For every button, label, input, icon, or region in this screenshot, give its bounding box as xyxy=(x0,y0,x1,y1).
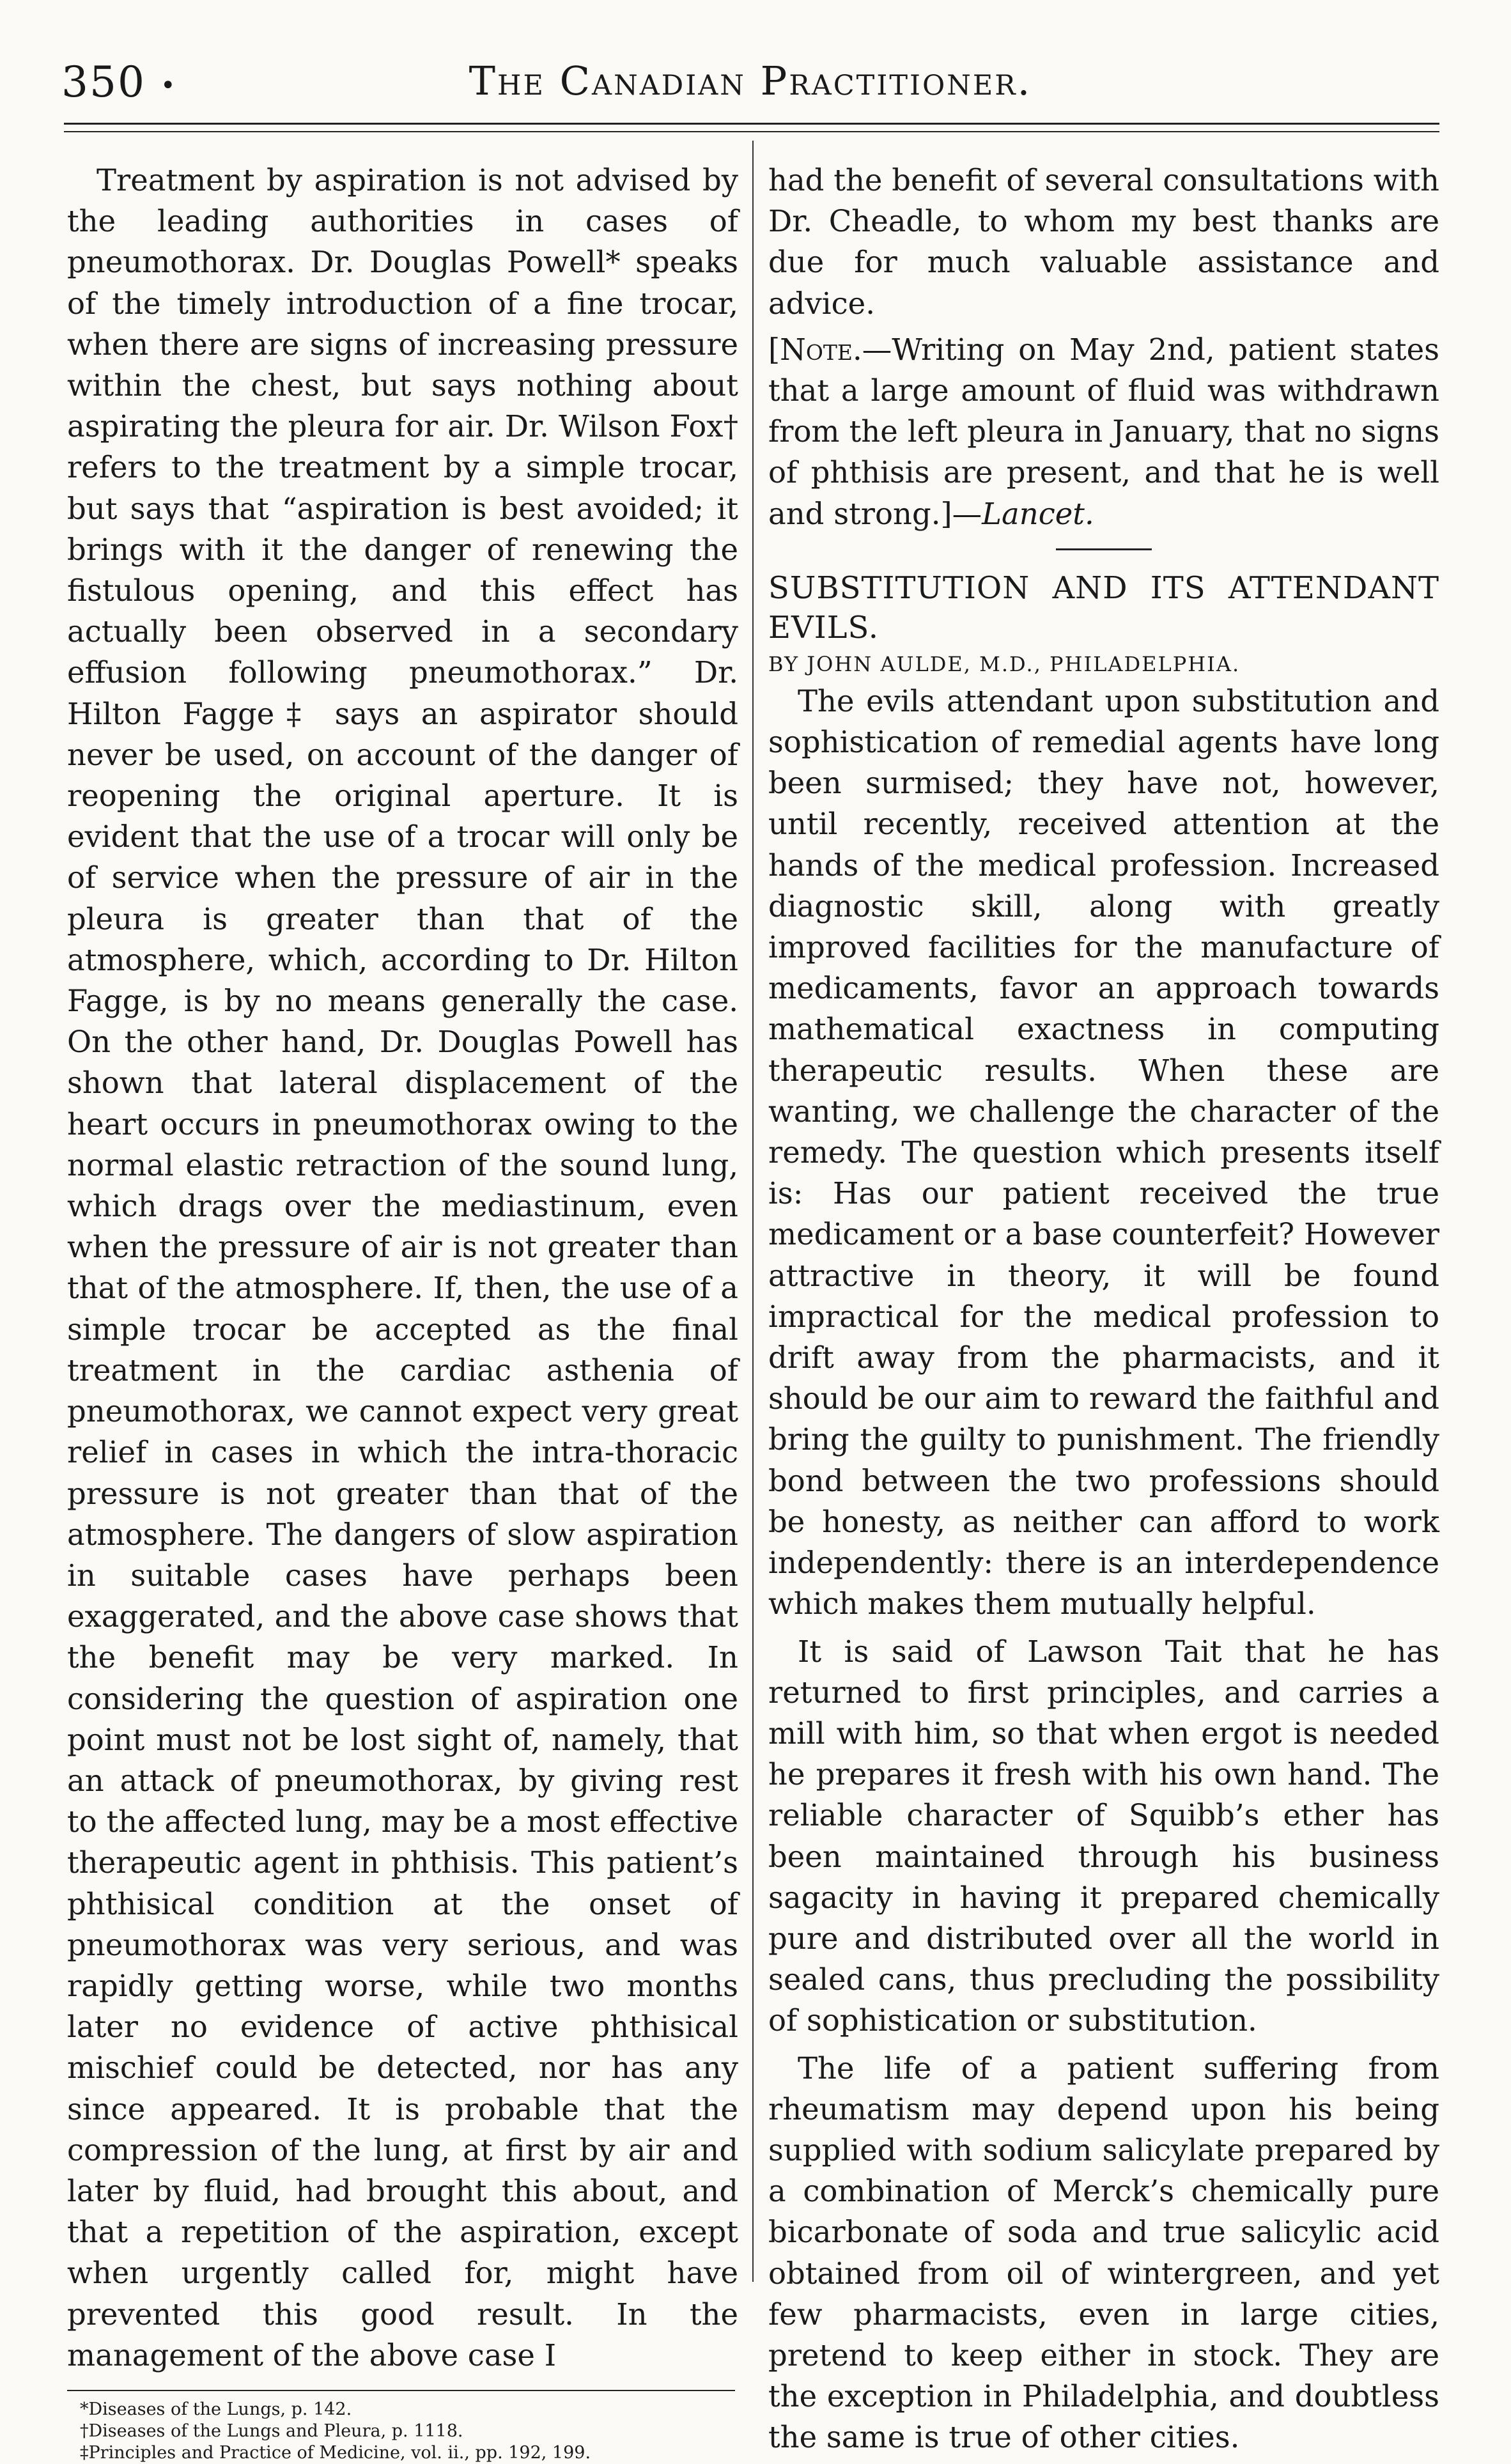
editor-note xyxy=(768,329,1439,534)
left-paragraph-1: Treatment by aspiration is not advised by the leading authorities in cases of pneumothorax. Dr. Douglas Powell* speaks of the timely introduction of a fine trocar, when there are signs of increasing pressure within the chest, but says nothing about aspirating the pleura for air. Dr. Wilson Fox† refers to the treatment by a simple trocar, but says that “aspiration is best avoided; it brings with it the danger of renewing the fistulous opening, and this effect has actually been observed in a secondary effusion following pneumothorax.” Dr. Hilton Fagge‡ says an aspirator should never be used, on account of the danger of reopening the original aperture. It is evident that the use of a trocar will only be of service when the pressure of air in the pleura is greater than that of the atmosphere, which, according to Dr. Hilton Fagge, is by no means generally the case. On the other hand, Dr. Douglas Powell has shown that lateral displacement of the heart occurs in pneumothorax owing to the normal elastic retraction of the sound lung, which drags over the mediastinum, even when the pressure of air is not greater than that of the atmosphere. If, then, the use of a simple trocar be accepted as the final treatment in the cardiac asthenia of pneumothorax, we cannot expect very great relief in cases in which the intra-thoracic pressure is not greater than that of the atmosphere. The dangers of slow aspiration in suitable cases have perhaps been exaggerated, and the above case shows that the benefit may be very marked. In considering the question of aspiration one point must not be lost sight of, namely, that an attack of pneumothorax, by giving rest to the affected lung, may be a most effective therapeutic agent in phthisis. This patient’s phthisical condition at the onset of pneumothorax was very serious, and was rapidly getting worse, while two months later no evidence of active phthisical mischief could be detected, nor has any since appeared. It is probable that the compression of the lung, at first by air and later by fluid, had brought this about, and that a repetition of the aspiration, except when urgently called for, might have prevented this good result. In the management of the above case I xyxy=(67,163,738,2373)
footnote-3: ‡Principles and Practice of Medicine, vol. ii., pp. 192, 199. xyxy=(80,2442,591,2463)
page-mark: • xyxy=(160,71,177,100)
paragraph-gap xyxy=(768,1625,1439,1631)
article-title: SUBSTITUTION AND ITS ATTENDANT EVILS. xyxy=(768,570,1439,646)
article-paragraph-3: The life of a patient suffering from rheumatism may depend upon his being supplied with sodium salicylate prepared by a combination of Merck’s chemically pure bicarbonate of soda and true salicylic acid obtained from oil of wintergreen, and yet few pharmacists, even in large cities, pretend to keep either in stock. They are the exception in Philadelphia, and doubtless the same is true of other cities. xyxy=(768,2050,1439,2455)
page-header xyxy=(61,54,1439,118)
footnotes xyxy=(67,2399,738,2464)
section-separator-rule xyxy=(1056,548,1152,550)
footnote-2: †Diseases of the Lungs and Pleura, p. 1118. xyxy=(80,2421,463,2441)
note-label: [Note. xyxy=(768,332,862,367)
header-double-rule xyxy=(64,123,1439,132)
running-title: The Canadian Practitioner. xyxy=(469,58,1032,104)
article-paragraph-1: The evils attendant upon substitution and sophistication of remedial agents have long been surmised; they have not, however, until recently, received attention at the hands of the medical profession. Increased diagnostic skill, along with greatly improved facilities for the manufacture of medicaments, favor an approach towards mathematical exactness in computing therapeutic results. When these are wanting, we challenge the character of the remedy. The question which presents itself is: Has our patient received the true medicament or a base counterfeit? However attractive in theory, it will be found impractical for the medical profession to drift away from the pharmacists, and it should be our aim to reward the faithful and bring the guilty to punishment. The friendly bond between the two professions should be honesty, as neither can afford to work independently: there is an interdependence which makes them mutually helpful. xyxy=(768,683,1439,1622)
footnote-rule xyxy=(67,2390,735,2391)
right-column xyxy=(768,160,1439,2458)
article-byline: BY JOHN AULDE, M.D., PHILADELPHIA. xyxy=(768,651,1241,676)
note-source: Lancet. xyxy=(982,496,1094,531)
column-divider xyxy=(752,141,754,2282)
footnote-1: *Diseases of the Lungs, p. 142. xyxy=(80,2399,352,2419)
paragraph-gap xyxy=(768,2042,1439,2048)
continuation-paragraph: had the benefit of several consultations with Dr. Cheadle, to whom my best thanks are due for much valuable assistance and advice. xyxy=(768,163,1439,321)
left-column xyxy=(67,160,738,2464)
page-number-text: 350 xyxy=(61,58,146,107)
article-paragraph-2: It is said of Lawson Tait that he has returned to first principles, and carries a mill with him, so that when ergot is needed he prepares it fresh with his own hand. The reliable character of Squibb’s ether has been maintained through his business sagacity in having it prepared chemically pure and distributed over all the world in sealed cans, thus precluding the possibility of sophistication or substitution. xyxy=(768,1634,1439,2038)
note-text: —Writing on May 2nd, patient states that a large amount of fluid was withdrawn from the left pleura in January, that no signs of phthisis are present, and that he is well and strong.]— xyxy=(768,332,1439,531)
